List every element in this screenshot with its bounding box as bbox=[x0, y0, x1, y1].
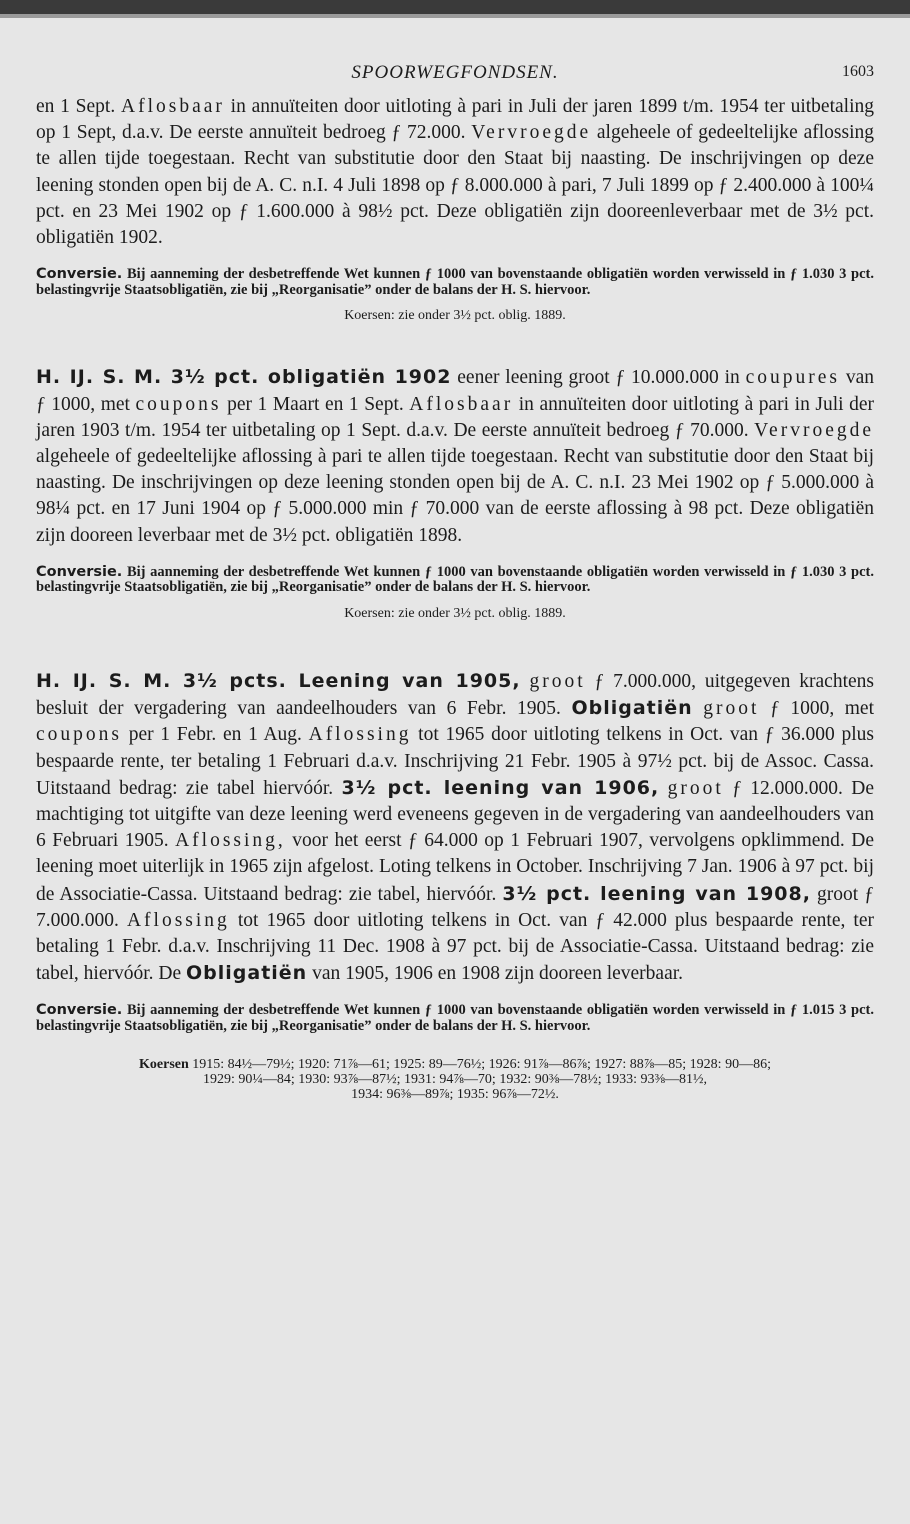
koersen-reference: Koersen: zie onder 3½ pct. oblig. 1889. bbox=[344, 606, 566, 622]
text-run: van 1905, 1906 en 1908 zijn dooreen leverbaar. bbox=[307, 963, 684, 985]
term-aflosbaar: Aflosbaar bbox=[121, 96, 225, 117]
conversion-text: Bij aanneming der desbetreffende Wet kunnen ƒ 1000 van bovenstaande obligatiën worden verwisseld in ƒ 1.030 3 pct. belastingvrije Staatsobligatiën, zie bij „Reorganisatie” onder de balans der H. S. hiervoor. bbox=[36, 563, 874, 596]
term-groot: groot bbox=[529, 671, 586, 693]
koersen-line: 1934: 96⅜—89⅞; 1935: 96⅞—72½. bbox=[351, 1086, 559, 1102]
term-coupons: coupons bbox=[135, 393, 222, 415]
term-aflossing: Aflossing bbox=[126, 909, 230, 931]
section-heading: H. IJ. S. M. 3½ pct. obligatiën 1902 bbox=[36, 366, 452, 389]
text-run: eener leening groot ƒ 10.000.000 in bbox=[451, 367, 746, 389]
section-loans-1905-1908 bbox=[36, 668, 874, 1102]
text-run: en 1 Sept. bbox=[36, 96, 121, 117]
conversion-text: Bij aanneming der desbetreffende Wet kunnen ƒ 1000 van bovenstaande obligatiën worden verwisseld in ƒ 1.015 3 pct. belastingvrije Staatsobligatiën, zie bij „Reorganisatie” onder de balans der H. S. hiervoor. bbox=[36, 1002, 874, 1035]
koersen-line: 1929: 90¼—84; 1930: 93⅞—87½; 1931: 94⅞—70; 1932: 90⅜—78½; 1933: 93⅜—81½, bbox=[202, 1071, 707, 1087]
term-coupures: coupures bbox=[745, 367, 841, 389]
running-title: SPOORWEGFONDSEN. bbox=[351, 62, 559, 83]
koersen-block bbox=[36, 1057, 874, 1102]
text-run: groot ƒ 7.000.000. bbox=[36, 883, 875, 931]
conversion-label: Conversie. bbox=[36, 266, 123, 283]
conversion-text: Bij aanneming der desbetreffende Wet kunnen ƒ 1000 van bovenstaande obligatiën worden verwisseld in ƒ 1.030 3 pct. belastingvrije Staatsobligatiën, zie bij „Reorganisatie” onder de balans der H. S. hiervoor. bbox=[36, 266, 874, 298]
section-spacer bbox=[36, 324, 874, 364]
term-aflossing: Aflossing, bbox=[175, 830, 286, 852]
subheading-1906: 3½ pct. leening van 1906, bbox=[341, 776, 660, 799]
term-vervroegde: Vervroegde bbox=[471, 122, 592, 144]
page-number: 1603 bbox=[842, 63, 874, 80]
section-heading: H. IJ. S. M. 3½ pcts. Leening van 1905, bbox=[36, 670, 521, 693]
paragraph-obligations-1902 bbox=[36, 364, 874, 548]
text-run: in annuïteiten door uitloting à pari in Juli der jaren 1899 t/m. 1954 ter uitbetaling op 1 Sept, d.a.v. De eerste annuïteit bedroeg ƒ 72.000. bbox=[36, 96, 874, 144]
text-run: algeheele of gedeeltelijke aflossing te allen tijde toegestaan. Recht van substitutie door den Staat bij naasting. De inschrijvingen op deze leening stonden open bij de A. C. n.I. 4 Juli 1898 op ƒ 8.000.000 à pari, 7 Juli 1899 op ƒ 2.400.000 à 100¼ pct. en 23 Mei 1902 op ƒ 1.600.000 à 98½ pct. Deze obligatiën zijn dooreenleverbaar met de 3½ pct. obligatiën 1902. bbox=[36, 122, 874, 249]
term-obligatien: Obligatiën bbox=[186, 962, 308, 985]
section-loan-1898 bbox=[36, 94, 874, 324]
term-obligatien: Obligatiën bbox=[571, 697, 693, 720]
text-run: ƒ 1000, met bbox=[759, 698, 874, 720]
term-coupons: coupons bbox=[36, 724, 122, 746]
section-obligations-1902 bbox=[36, 364, 874, 622]
term-vervroegde: Vervroegde bbox=[754, 419, 874, 441]
text-run: per 1 Maart en 1 Sept. bbox=[221, 393, 410, 415]
term-groot: groot bbox=[703, 698, 760, 720]
top-scan-band bbox=[0, 0, 910, 14]
conversion-label: Conversie. bbox=[36, 1002, 123, 1019]
text-run: tot 1965 door uitloting telkens in Oct. van ƒ 42.000 plus bespaarde rente, ter betaling 1 Febr. d.a.v. Inschrijving 11 Dec. 1908 à 97 pct. bij de Associatie-Cassa. Uitstaand bedrag: zie tabel, hiervóór. De bbox=[36, 909, 874, 985]
koersen-label: Koersen bbox=[139, 1056, 189, 1072]
text-run: voor het eerst ƒ 64.000 op 1 Februari 1907, vervolgens opklimmend. De leening moet uiterlijk in 1965 zijn afgelost. Loting telkens in October. Inschrijving 7 Jan. 1906 à 97 pct. bij de Associatie-Cassa. Uitstaand bedrag: zie tabel, hiervóór. bbox=[36, 830, 875, 905]
koersen-line bbox=[36, 1057, 874, 1072]
text-run: per 1 Febr. en 1 Aug. bbox=[122, 724, 309, 746]
conversion-label: Conversie. bbox=[36, 563, 123, 580]
conversion-note bbox=[36, 1003, 874, 1034]
text-run: ƒ 12.000.000. De machtiging tot uitgifte van deze leening werd eveneens gegeven in de vergadering van aandeelhouders van 6 Februari 1905. bbox=[36, 777, 874, 852]
term-aflossing: Aflossing bbox=[308, 724, 412, 746]
text-run: algeheele of gedeeltelijke aflossing à pari te allen tijde toegestaan. Recht van substitutie door den Staat bij naasting. De inschrijvingen op deze leening stonden open bij de A. C. n.I. 23 Mei 1902 op ƒ 5.000.000 à 98¼ pct. en 17 Juni 1904 op ƒ 5.000.000 min ƒ 70.000 van de eerste aflossing à 98 pct. Deze obligatiën zijn dooreen leverbaar met de 3½ pct. obligatiën 1898. bbox=[36, 446, 874, 546]
koersen-reference: Koersen: zie onder 3½ pct. oblig. 1889. bbox=[344, 308, 566, 324]
term-groot: groot bbox=[667, 777, 724, 799]
document-page bbox=[36, 58, 874, 1102]
text-run: tot 1965 door uitloting telkens in Oct. van ƒ 36.000 plus bespaarde rente, ter betaling 1 Februari d.a.v. Inschrijving 21 Febr. 1905 à 97½ pct. bij de Assoc. Cassa. Uitstaand bedrag: zie tabel hiervóór. bbox=[36, 724, 874, 799]
subheading-1908: 3½ pct. leening van 1908, bbox=[502, 882, 811, 905]
conversion-note bbox=[36, 267, 874, 298]
section-spacer bbox=[36, 622, 874, 668]
paragraph-terms-1898 bbox=[36, 94, 874, 251]
term-aflosbaar: Aflosbaar bbox=[409, 393, 514, 415]
text-run: ƒ 7.000.000, uitgegeven krachtens besluit der vergadering van aandeelhouders van 6 Febr. 1905. bbox=[36, 671, 874, 720]
koersen-values: 1915: 84½—79½; 1920: 71⅞—61; 1925: 89—76½; 1926: 91⅞—86⅞; 1927: 88⅞—85; 1928: 90—86; bbox=[188, 1056, 771, 1072]
page-header bbox=[36, 58, 874, 94]
paragraph-loans-1905-1908 bbox=[36, 668, 874, 987]
text-run: in annuïteiten door uitloting à pari in Juli der jaren 1903 t/m. 1954 ter uitbetaling op 1 Sept. d.a.v. De eerste annuïteit bedroeg ƒ 70.000. bbox=[36, 393, 874, 441]
top-scan-edge bbox=[0, 14, 910, 18]
text-run: van ƒ 1000, met bbox=[36, 367, 875, 415]
conversion-note bbox=[36, 565, 874, 596]
